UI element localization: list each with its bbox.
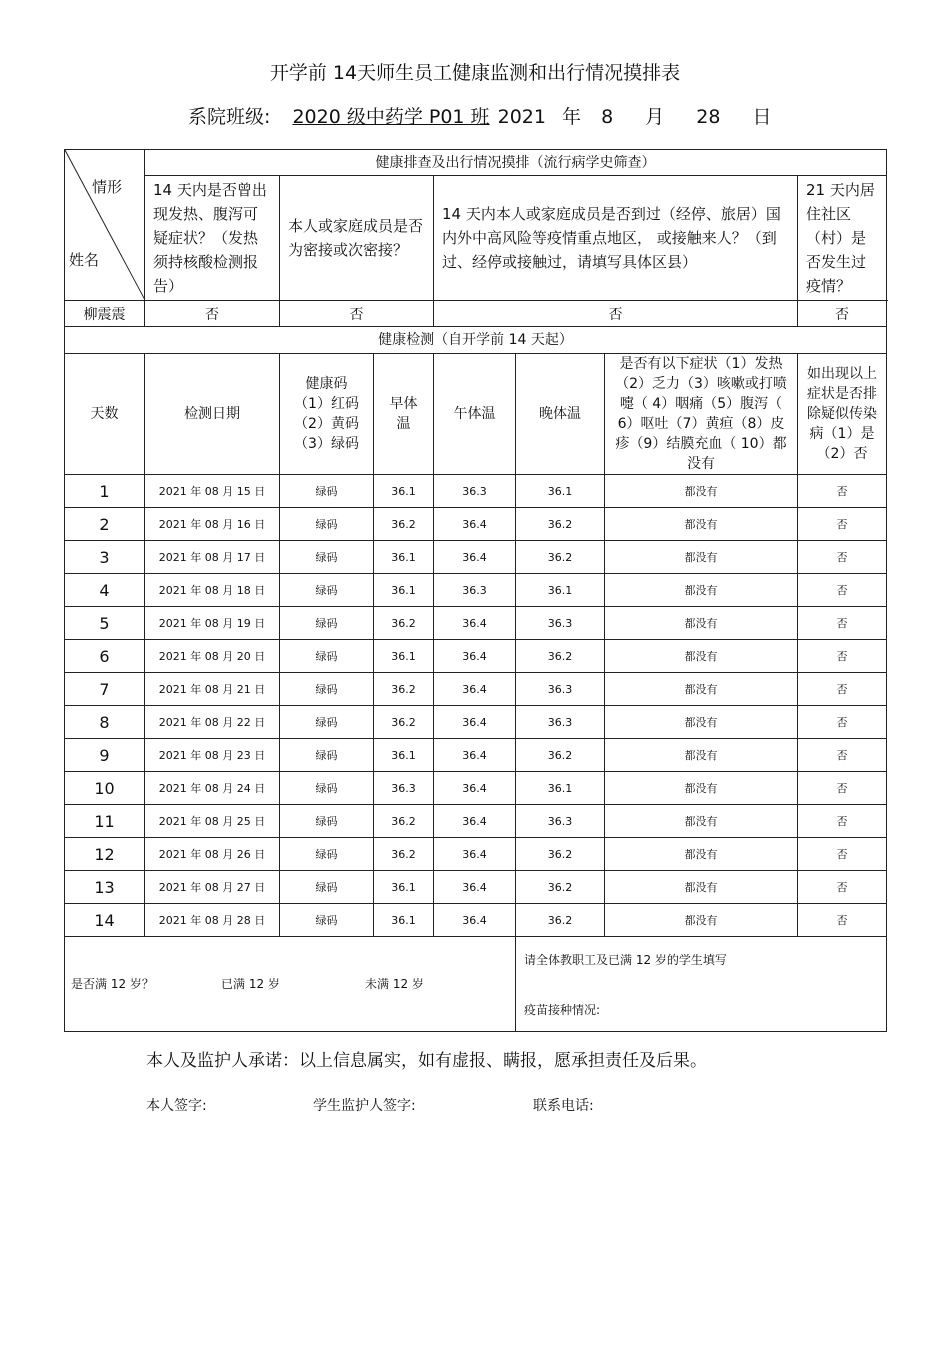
day-number: 7	[65, 673, 145, 706]
day-unit: 日	[752, 106, 772, 128]
table-row	[65, 508, 887, 541]
morning-temp: 36.2	[374, 607, 434, 640]
vaccine-note: 请全体教职工及已满 12 岁的学生填写	[524, 953, 727, 967]
health-code: 绿码	[280, 706, 374, 739]
exclude-value: 否	[798, 739, 887, 772]
noon-temp: 36.3	[434, 574, 516, 607]
vaccine-label: 疫苗接种情况:	[524, 1003, 601, 1017]
evening-temp: 36.2	[516, 508, 605, 541]
morning-temp: 36.2	[374, 673, 434, 706]
header-symptoms: 是否有以下症状（1）发热（2）乏力（3）咳嗽或打喷嚏（ 4）咽痛（5）腹泻（ 6）呕吐（7）黄疸（8）皮疹（9）结膜充血（ 10）都没有	[605, 354, 798, 475]
table-row	[65, 541, 887, 574]
day-number: 9	[65, 739, 145, 772]
table-row	[65, 739, 887, 772]
table-row	[65, 871, 887, 904]
table-row	[65, 475, 887, 508]
day-number: 5	[65, 607, 145, 640]
symptoms-value: 都没有	[605, 838, 798, 871]
symptoms-value: 都没有	[605, 640, 798, 673]
header-morning-temp: 早体温	[374, 354, 434, 475]
exclude-value: 否	[798, 673, 887, 706]
morning-temp: 36.2	[374, 838, 434, 871]
header-noon-temp: 午体温	[434, 354, 516, 475]
symptoms-value: 都没有	[605, 772, 798, 805]
health-code: 绿码	[280, 541, 374, 574]
header-day: 天数	[65, 354, 145, 475]
noon-temp: 36.4	[434, 541, 516, 574]
check-date: 2021 年 08 月 16 日	[145, 508, 280, 541]
pledge-text: 本人及监护人承诺：以上信息属实，如有虚报、瞒报，愿承担责任及后果。	[146, 1051, 707, 1071]
question-fever: 14 天内是否曾出现发热、腹泻可疑症状？（发热须持核酸检测报告）	[145, 176, 280, 301]
exclude-value: 否	[798, 838, 887, 871]
health-code: 绿码	[280, 838, 374, 871]
noon-temp: 36.4	[434, 838, 516, 871]
self-signature-label: 本人签字:	[146, 1098, 207, 1114]
noon-temp: 36.4	[434, 607, 516, 640]
day-number: 14	[65, 904, 145, 937]
noon-temp: 36.3	[434, 475, 516, 508]
check-date: 2021 年 08 月 15 日	[145, 475, 280, 508]
answer-fever: 否	[145, 301, 280, 327]
noon-temp: 36.4	[434, 640, 516, 673]
evening-temp: 36.2	[516, 871, 605, 904]
check-date: 2021 年 08 月 24 日	[145, 772, 280, 805]
day-number: 4	[65, 574, 145, 607]
noon-temp: 36.4	[434, 739, 516, 772]
question-community: 21 天内居住社区（村）是否发生过疫情？	[798, 176, 887, 301]
class-date-line	[188, 102, 772, 129]
exclude-value: 否	[798, 475, 887, 508]
health-code: 绿码	[280, 640, 374, 673]
symptoms-value: 都没有	[605, 805, 798, 838]
table-row	[65, 838, 887, 871]
check-date: 2021 年 08 月 17 日	[145, 541, 280, 574]
check-date: 2021 年 08 月 26 日	[145, 838, 280, 871]
morning-temp: 36.1	[374, 739, 434, 772]
check-date: 2021 年 08 月 21 日	[145, 673, 280, 706]
evening-temp: 36.3	[516, 607, 605, 640]
person-name: 柳震震	[65, 301, 145, 327]
evening-temp: 36.2	[516, 838, 605, 871]
morning-temp: 36.3	[374, 772, 434, 805]
check-date: 2021 年 08 月 23 日	[145, 739, 280, 772]
question-risk-area: 14 天内本人或家庭成员是否到过（经停、旅居）国内外中高风险等疫情重点地区， 或接触来人？（到过、经停或接触过，请填写具体区县）	[434, 176, 798, 301]
table-row	[65, 805, 887, 838]
symptoms-value: 都没有	[605, 739, 798, 772]
day-number: 6	[65, 640, 145, 673]
exclude-value: 否	[798, 574, 887, 607]
evening-temp: 36.3	[516, 706, 605, 739]
header-exclude: 如出现以上症状是否排除疑似传染病（1）是（2）否	[798, 354, 887, 475]
evening-temp: 36.2	[516, 541, 605, 574]
noon-temp: 36.4	[434, 904, 516, 937]
age-question: 是否满 12 岁？	[71, 977, 154, 991]
exclude-value: 否	[798, 508, 887, 541]
morning-temp: 36.1	[374, 640, 434, 673]
health-code: 绿码	[280, 574, 374, 607]
year-value: 2021	[497, 106, 546, 128]
health-code: 绿码	[280, 508, 374, 541]
health-code: 绿码	[280, 673, 374, 706]
exclude-value: 否	[798, 805, 887, 838]
check-date: 2021 年 08 月 19 日	[145, 607, 280, 640]
morning-temp: 36.2	[374, 706, 434, 739]
corner-name-label: 姓名	[69, 251, 100, 269]
day-number: 11	[65, 805, 145, 838]
year-unit: 年	[562, 106, 582, 128]
table-row	[65, 706, 887, 739]
symptoms-value: 都没有	[605, 673, 798, 706]
guardian-signature-label: 学生监护人签字:	[313, 1098, 416, 1114]
header-date: 检测日期	[145, 354, 280, 475]
symptoms-value: 都没有	[605, 574, 798, 607]
symptoms-value: 都没有	[605, 475, 798, 508]
dept-value: 2020 级中药学 P01 班	[292, 106, 490, 128]
noon-temp: 36.4	[434, 706, 516, 739]
day-number: 2	[65, 508, 145, 541]
noon-temp: 36.4	[434, 805, 516, 838]
noon-temp: 36.4	[434, 772, 516, 805]
vaccine-cell	[516, 937, 887, 1032]
morning-temp: 36.1	[374, 475, 434, 508]
day-number: 8	[65, 706, 145, 739]
symptoms-value: 都没有	[605, 508, 798, 541]
answer-close-contact: 否	[280, 301, 434, 327]
morning-temp: 36.1	[374, 871, 434, 904]
morning-temp: 36.2	[374, 508, 434, 541]
morning-temp: 36.1	[374, 574, 434, 607]
symptoms-value: 都没有	[605, 706, 798, 739]
health-code: 绿码	[280, 607, 374, 640]
day-value: 28	[696, 106, 721, 128]
exclude-value: 否	[798, 640, 887, 673]
corner-situation-label: 情形	[91, 178, 122, 196]
day-number: 13	[65, 871, 145, 904]
dept-label: 系院班级:	[188, 106, 271, 128]
screening-section-title: 健康排查及出行情况摸排（流行病学史筛查）	[145, 150, 887, 176]
header-health-code: 健康码（1）红码（2）黄码（3）绿码	[280, 354, 374, 475]
symptoms-value: 都没有	[605, 541, 798, 574]
noon-temp: 36.4	[434, 508, 516, 541]
exclude-value: 否	[798, 772, 887, 805]
health-code: 绿码	[280, 739, 374, 772]
health-form-table	[64, 149, 887, 1032]
exclude-value: 否	[798, 904, 887, 937]
exclude-value: 否	[798, 541, 887, 574]
day-number: 10	[65, 772, 145, 805]
evening-temp: 36.3	[516, 805, 605, 838]
answer-risk-area: 否	[434, 301, 798, 327]
morning-temp: 36.2	[374, 805, 434, 838]
corner-diagonal-cell	[65, 150, 145, 301]
age-cell	[65, 937, 516, 1032]
health-code: 绿码	[280, 475, 374, 508]
evening-temp: 36.2	[516, 904, 605, 937]
check-date: 2021 年 08 月 28 日	[145, 904, 280, 937]
monitor-section-title: 健康检测（自开学前 14 天起）	[65, 327, 887, 354]
symptoms-value: 都没有	[605, 607, 798, 640]
table-row	[65, 607, 887, 640]
day-number: 1	[65, 475, 145, 508]
check-date: 2021 年 08 月 25 日	[145, 805, 280, 838]
table-row	[65, 904, 887, 937]
phone-label: 联系电话:	[533, 1098, 594, 1114]
exclude-value: 否	[798, 607, 887, 640]
evening-temp: 36.3	[516, 673, 605, 706]
question-close-contact: 本人或家庭成员是否为密接或次密接？	[280, 176, 434, 301]
check-date: 2021 年 08 月 20 日	[145, 640, 280, 673]
check-date: 2021 年 08 月 18 日	[145, 574, 280, 607]
evening-temp: 36.2	[516, 739, 605, 772]
header-evening-temp: 晚体温	[516, 354, 605, 475]
symptoms-value: 都没有	[605, 871, 798, 904]
table-row	[65, 574, 887, 607]
monitor-rows	[65, 475, 887, 937]
table-row	[65, 640, 887, 673]
symptoms-value: 都没有	[605, 904, 798, 937]
table-row	[65, 772, 887, 805]
diagonal-line	[65, 150, 145, 300]
noon-temp: 36.4	[434, 871, 516, 904]
day-number: 12	[65, 838, 145, 871]
health-code: 绿码	[280, 871, 374, 904]
evening-temp: 36.1	[516, 772, 605, 805]
health-code: 绿码	[280, 805, 374, 838]
evening-temp: 36.1	[516, 475, 605, 508]
age-option-yes: 已满 12 岁	[221, 977, 280, 991]
exclude-value: 否	[798, 706, 887, 739]
evening-temp: 36.1	[516, 574, 605, 607]
health-code: 绿码	[280, 904, 374, 937]
answer-community: 否	[798, 301, 887, 327]
check-date: 2021 年 08 月 22 日	[145, 706, 280, 739]
table-row	[65, 673, 887, 706]
evening-temp: 36.2	[516, 640, 605, 673]
day-number: 3	[65, 541, 145, 574]
age-option-no: 未满 12 岁	[365, 977, 424, 991]
noon-temp: 36.4	[434, 673, 516, 706]
health-code: 绿码	[280, 772, 374, 805]
morning-temp: 36.1	[374, 541, 434, 574]
exclude-value: 否	[798, 871, 887, 904]
page-title: 开学前 14天师生员工健康监测和出行情况摸排表	[269, 62, 681, 84]
month-value: 8	[601, 106, 614, 128]
month-unit: 月	[645, 106, 665, 128]
morning-temp: 36.1	[374, 904, 434, 937]
check-date: 2021 年 08 月 27 日	[145, 871, 280, 904]
